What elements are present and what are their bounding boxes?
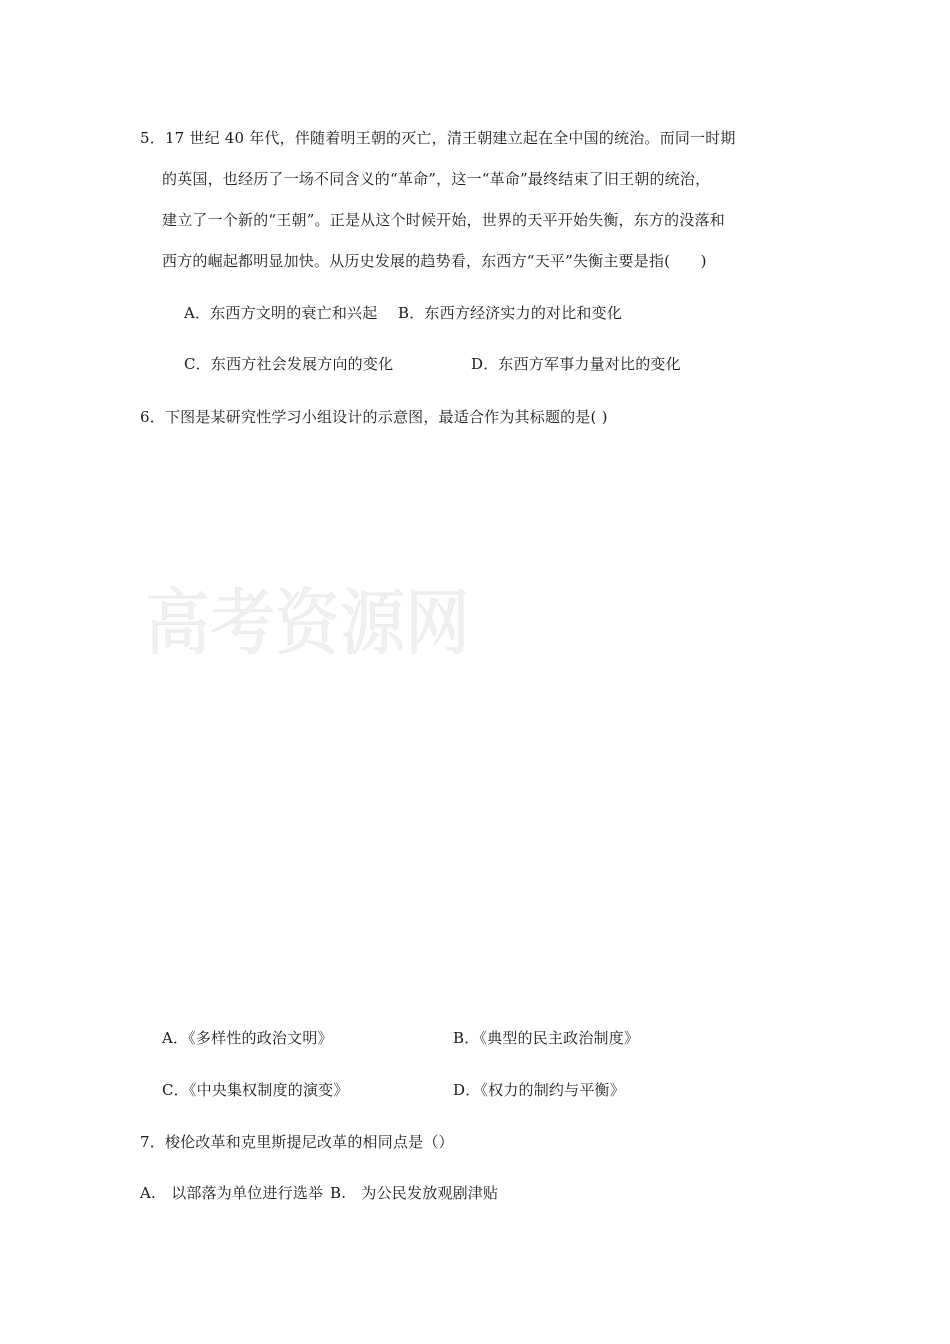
q6-option-c: C．《中央集权制度的演变》 [162,1081,349,1099]
q5-stem-line-1: 5．17 世纪 40 年代，伴随着明王朝的灭亡，清王朝建立起在全中国的统治。而同一时期 [140,129,736,147]
q5-option-c: C．东西方社会发展方向的变化 [184,355,394,373]
q5-stem-line-3: 建立了一个新的“王朝”。正是从这个时候开始，世界的天平开始失衡，东方的没落和 [162,211,725,229]
q7-option-b: B. 为公民发放观剧津贴 [330,1184,499,1202]
watermark-text: 高考资源网 [145,581,470,665]
q5-stem-line-2: 的英国，也经历了一场不同含义的“革命”，这一“革命”最终结束了旧王朝的统治， [162,170,711,188]
q5-option-d: D．东西方军事力量对比的变化 [471,355,681,373]
q6-option-b: B．《典型的民主政治制度》 [453,1029,640,1047]
q6-option-a: A．《多样性的政治文明》 [162,1029,333,1047]
q6-stem: 6．下图是某研究性学习小组设计的示意图，最适合作为其标题的是( ) [140,408,608,426]
q5-stem-line-4: 西方的崛起都明显加快。从历史发展的趋势看，东西方“天平”失衡主要是指( ) [162,252,707,270]
q5-option-a: A．东西方文明的衰亡和兴起 [184,304,378,322]
watermark-logo [145,488,475,688]
q5-option-b: B．东西方经济实力的对比和变化 [398,304,623,322]
q6-option-d: D．《权力的制约与平衡》 [453,1081,625,1099]
q7-stem: 7．梭伦改革和克里斯提尼改革的相同点是（） [140,1133,454,1151]
q7-option-a: A. 以部落为单位进行选举 [140,1184,324,1202]
